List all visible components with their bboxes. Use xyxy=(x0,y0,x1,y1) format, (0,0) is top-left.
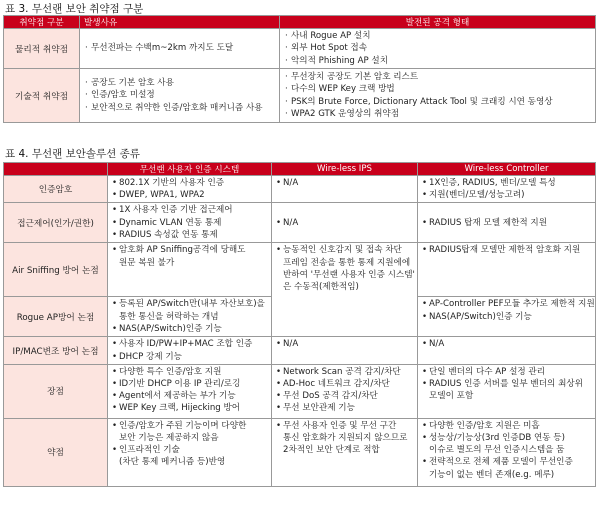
list-item: · WPA2 GTK 운영상의 취약점 xyxy=(284,108,593,120)
attack-cell xyxy=(280,69,596,123)
list-item: • RADIUS 탑재 모델 제한적 지원 xyxy=(422,217,593,229)
auth-system-cell xyxy=(108,418,272,486)
t3-header-cause: 발생사유 xyxy=(80,16,280,29)
list-item: 통신 암호화가 지원되지 않으므로 xyxy=(283,433,408,444)
list-item: • ID기반 DHCP 이용 IP 관리/로깅 xyxy=(112,378,269,390)
table4-header-row xyxy=(4,163,596,176)
controller-cell xyxy=(418,243,596,297)
attack-cell xyxy=(280,29,596,69)
list-item: • RADIUS탑재 모델만 제한적 암호화 지원 xyxy=(422,244,593,256)
category-cell: Rogue AP방어 논점 xyxy=(4,297,108,337)
list-item: • 성능상/기능상(3rd 인증DB 연동 등) xyxy=(422,432,593,444)
t4-header-auth-system: 무선랜 사용자 인증 시스템 xyxy=(108,163,272,176)
controller-cell xyxy=(418,203,596,243)
list-item: • 인프라적인 기술 xyxy=(112,444,269,456)
list-item: 2차적인 보안 단계로 적합 xyxy=(283,445,380,456)
cause-cell xyxy=(80,69,280,123)
category-cell: 접근제어(인가/권한) xyxy=(4,203,108,243)
list-item: 모델이 포함 xyxy=(429,391,474,402)
list-item: • Agent에서 제공하는 부가 기능 xyxy=(112,390,269,402)
table-row xyxy=(4,364,596,418)
solution-table xyxy=(3,162,596,487)
list-item: • 무선 DoS 공격 감지/차단 xyxy=(276,390,415,402)
controller-cell xyxy=(418,337,596,364)
wips-cell xyxy=(272,176,418,203)
table-row xyxy=(4,418,596,486)
category-cell: 장점 xyxy=(4,364,108,418)
controller-cell xyxy=(418,176,596,203)
t3-header-attack: 발전된 공격 형태 xyxy=(280,16,596,29)
list-item: • RADIUS 인증 서버를 일부 벤더의 최상위 xyxy=(422,378,593,390)
list-item: • DWEP, WPA1, WPA2 xyxy=(112,189,269,201)
auth-system-cell xyxy=(108,243,272,297)
wips-cell xyxy=(272,243,418,337)
list-item: • RADIUS 속성값 연동 통제 xyxy=(112,229,269,241)
list-item: • 다양한 인증/암호 지원은 미흡 xyxy=(422,420,593,432)
list-item: 이슈로 별도의 무선 인증시스템을 둠 xyxy=(429,445,565,456)
list-item: 통한 통신을 허락하는 개념 xyxy=(119,311,219,322)
list-item: 반하여 '무선랜 사용자 인증 시스템' xyxy=(283,269,415,280)
list-item: • 다양한 특수 인증/암호 지원 xyxy=(112,366,269,378)
t4-header-wips: Wire-less IPS xyxy=(272,163,418,176)
list-item: · 외부 Hot Spot 접속 xyxy=(284,42,593,54)
table4-caption: 표 4. 무선랜 보안솔루션 종류 xyxy=(5,148,140,160)
category-cell: 인증암호 xyxy=(4,176,108,203)
list-item: • NAS(AP/Switch)인증 기능 xyxy=(422,311,593,323)
list-item: • 지원(벤더/모델/성능고려) xyxy=(422,189,593,201)
list-item: · 공장도 기본 암호 사용 xyxy=(84,77,277,89)
list-item: · 다수의 WEP Key 크랙 방법 xyxy=(284,83,593,95)
category-cell: 약점 xyxy=(4,418,108,486)
wips-cell xyxy=(272,364,418,418)
list-item: • N/A xyxy=(422,338,593,350)
list-item: 프레임 전송을 통한 통제 지원에에 xyxy=(283,257,411,268)
table-row xyxy=(4,203,596,243)
table3-caption: 표 3. 무선랜 보안 취약점 구분 xyxy=(5,3,144,15)
list-item: • 1X 사용자 인증 기반 접근제어 xyxy=(112,204,269,216)
list-item: • AP-Controller PEF모듈 추가로 제한적 지원 xyxy=(422,298,593,310)
auth-system-cell xyxy=(108,364,272,418)
category-cell: 기술적 취약점 xyxy=(4,69,80,123)
controller-cell xyxy=(418,418,596,486)
list-item: • 전략적으로 전체 제품 모델이 무선인증 xyxy=(422,456,593,468)
list-item: • 단일 벤더의 다수 AP 설정 관리 xyxy=(422,366,593,378)
list-item: • 능동적인 신호감지 및 접속 차단 xyxy=(276,244,415,256)
t4-header-empty xyxy=(4,163,108,176)
category-cell: Air Sniffing 방어 논점 xyxy=(4,243,108,297)
controller-cell xyxy=(418,297,596,337)
table-row xyxy=(4,243,596,297)
wips-cell xyxy=(272,337,418,364)
cause-cell xyxy=(80,29,280,69)
vulnerability-table xyxy=(3,15,596,123)
list-item: • WEP Key 크랙, Hijecking 방어 xyxy=(112,402,269,414)
list-item: • 사용자 ID/PW+IP+MAC 조합 인증 xyxy=(112,338,269,350)
auth-system-cell xyxy=(108,297,272,337)
list-item: · 인증/암호 미설정 xyxy=(84,89,277,101)
wips-cell xyxy=(272,418,418,486)
list-item: • DHCP 강제 기능 xyxy=(112,351,269,363)
list-item: • AD-Hoc 네트워크 감지/차단 xyxy=(276,378,415,390)
list-item: · PSK의 Brute Force, Dictionary Attack Tool 및 크래킹 시연 동영상 xyxy=(284,96,593,108)
list-item: • 무선 사용자 인증 및 무선 구간 xyxy=(276,420,415,432)
table-row xyxy=(4,337,596,364)
table-row xyxy=(4,69,596,123)
t3-header-category: 취약점 구분 xyxy=(4,16,80,29)
table-row xyxy=(4,29,596,69)
list-item: • 무선 보안관제 기능 xyxy=(276,402,415,414)
list-item: • NAS(AP/Switch)인증 기능 xyxy=(112,323,269,335)
list-item: · 무선장치 공장도 기본 암호 리스트 xyxy=(284,71,593,83)
table-row xyxy=(4,176,596,203)
list-item: • 인증/암호가 주된 기능이며 다양한 xyxy=(112,420,269,432)
list-item: • 1X인증, RADIUS, 벤더/모델 특성 xyxy=(422,177,593,189)
list-item: · 악의적 Phishing AP 설치 xyxy=(284,55,593,67)
list-item: • 등록된 AP/Switch만(내부 자산보호)을 xyxy=(112,298,269,310)
list-item: 은 수동적(제한적임) xyxy=(283,282,359,293)
controller-cell xyxy=(418,364,596,418)
t4-header-controller: Wire-less Controller xyxy=(418,163,596,176)
list-item: 보안 기능은 제공하지 않음 xyxy=(119,433,219,444)
category-cell: 물리적 취약점 xyxy=(4,29,80,69)
list-item: • Dynamic VLAN 연동 통제 xyxy=(112,217,269,229)
list-item: • 802.1X 기반의 사용자 인증 xyxy=(112,177,269,189)
list-item: • 암호화 AP Sniffing공격에 당해도 xyxy=(112,244,269,256)
list-item: • Network Scan 공격 감지/차단 xyxy=(276,366,415,378)
list-item: 기능이 없는 벤더 존재(e.g. 메루) xyxy=(429,469,555,480)
list-item: · 사내 Rogue AP 설치 xyxy=(284,30,593,42)
auth-system-cell xyxy=(108,337,272,364)
list-item: 원문 복원 불가 xyxy=(119,257,175,268)
list-item: • N/A xyxy=(276,177,415,189)
auth-system-cell xyxy=(108,176,272,203)
list-item: (차단 통제 메커니즘 등)반영 xyxy=(119,457,226,468)
category-cell: IP/MAC변조 방어 논점 xyxy=(4,337,108,364)
list-item: • N/A xyxy=(276,217,415,229)
list-item: · 무선전파는 수백m~2km 까지도 도달 xyxy=(84,42,277,54)
list-item: • N/A xyxy=(276,338,415,350)
wips-cell xyxy=(272,203,418,243)
list-item: · 보안적으로 취약한 인증/암호화 매커니즘 사용 xyxy=(84,102,277,114)
table3-header-row xyxy=(4,16,596,29)
auth-system-cell xyxy=(108,203,272,243)
